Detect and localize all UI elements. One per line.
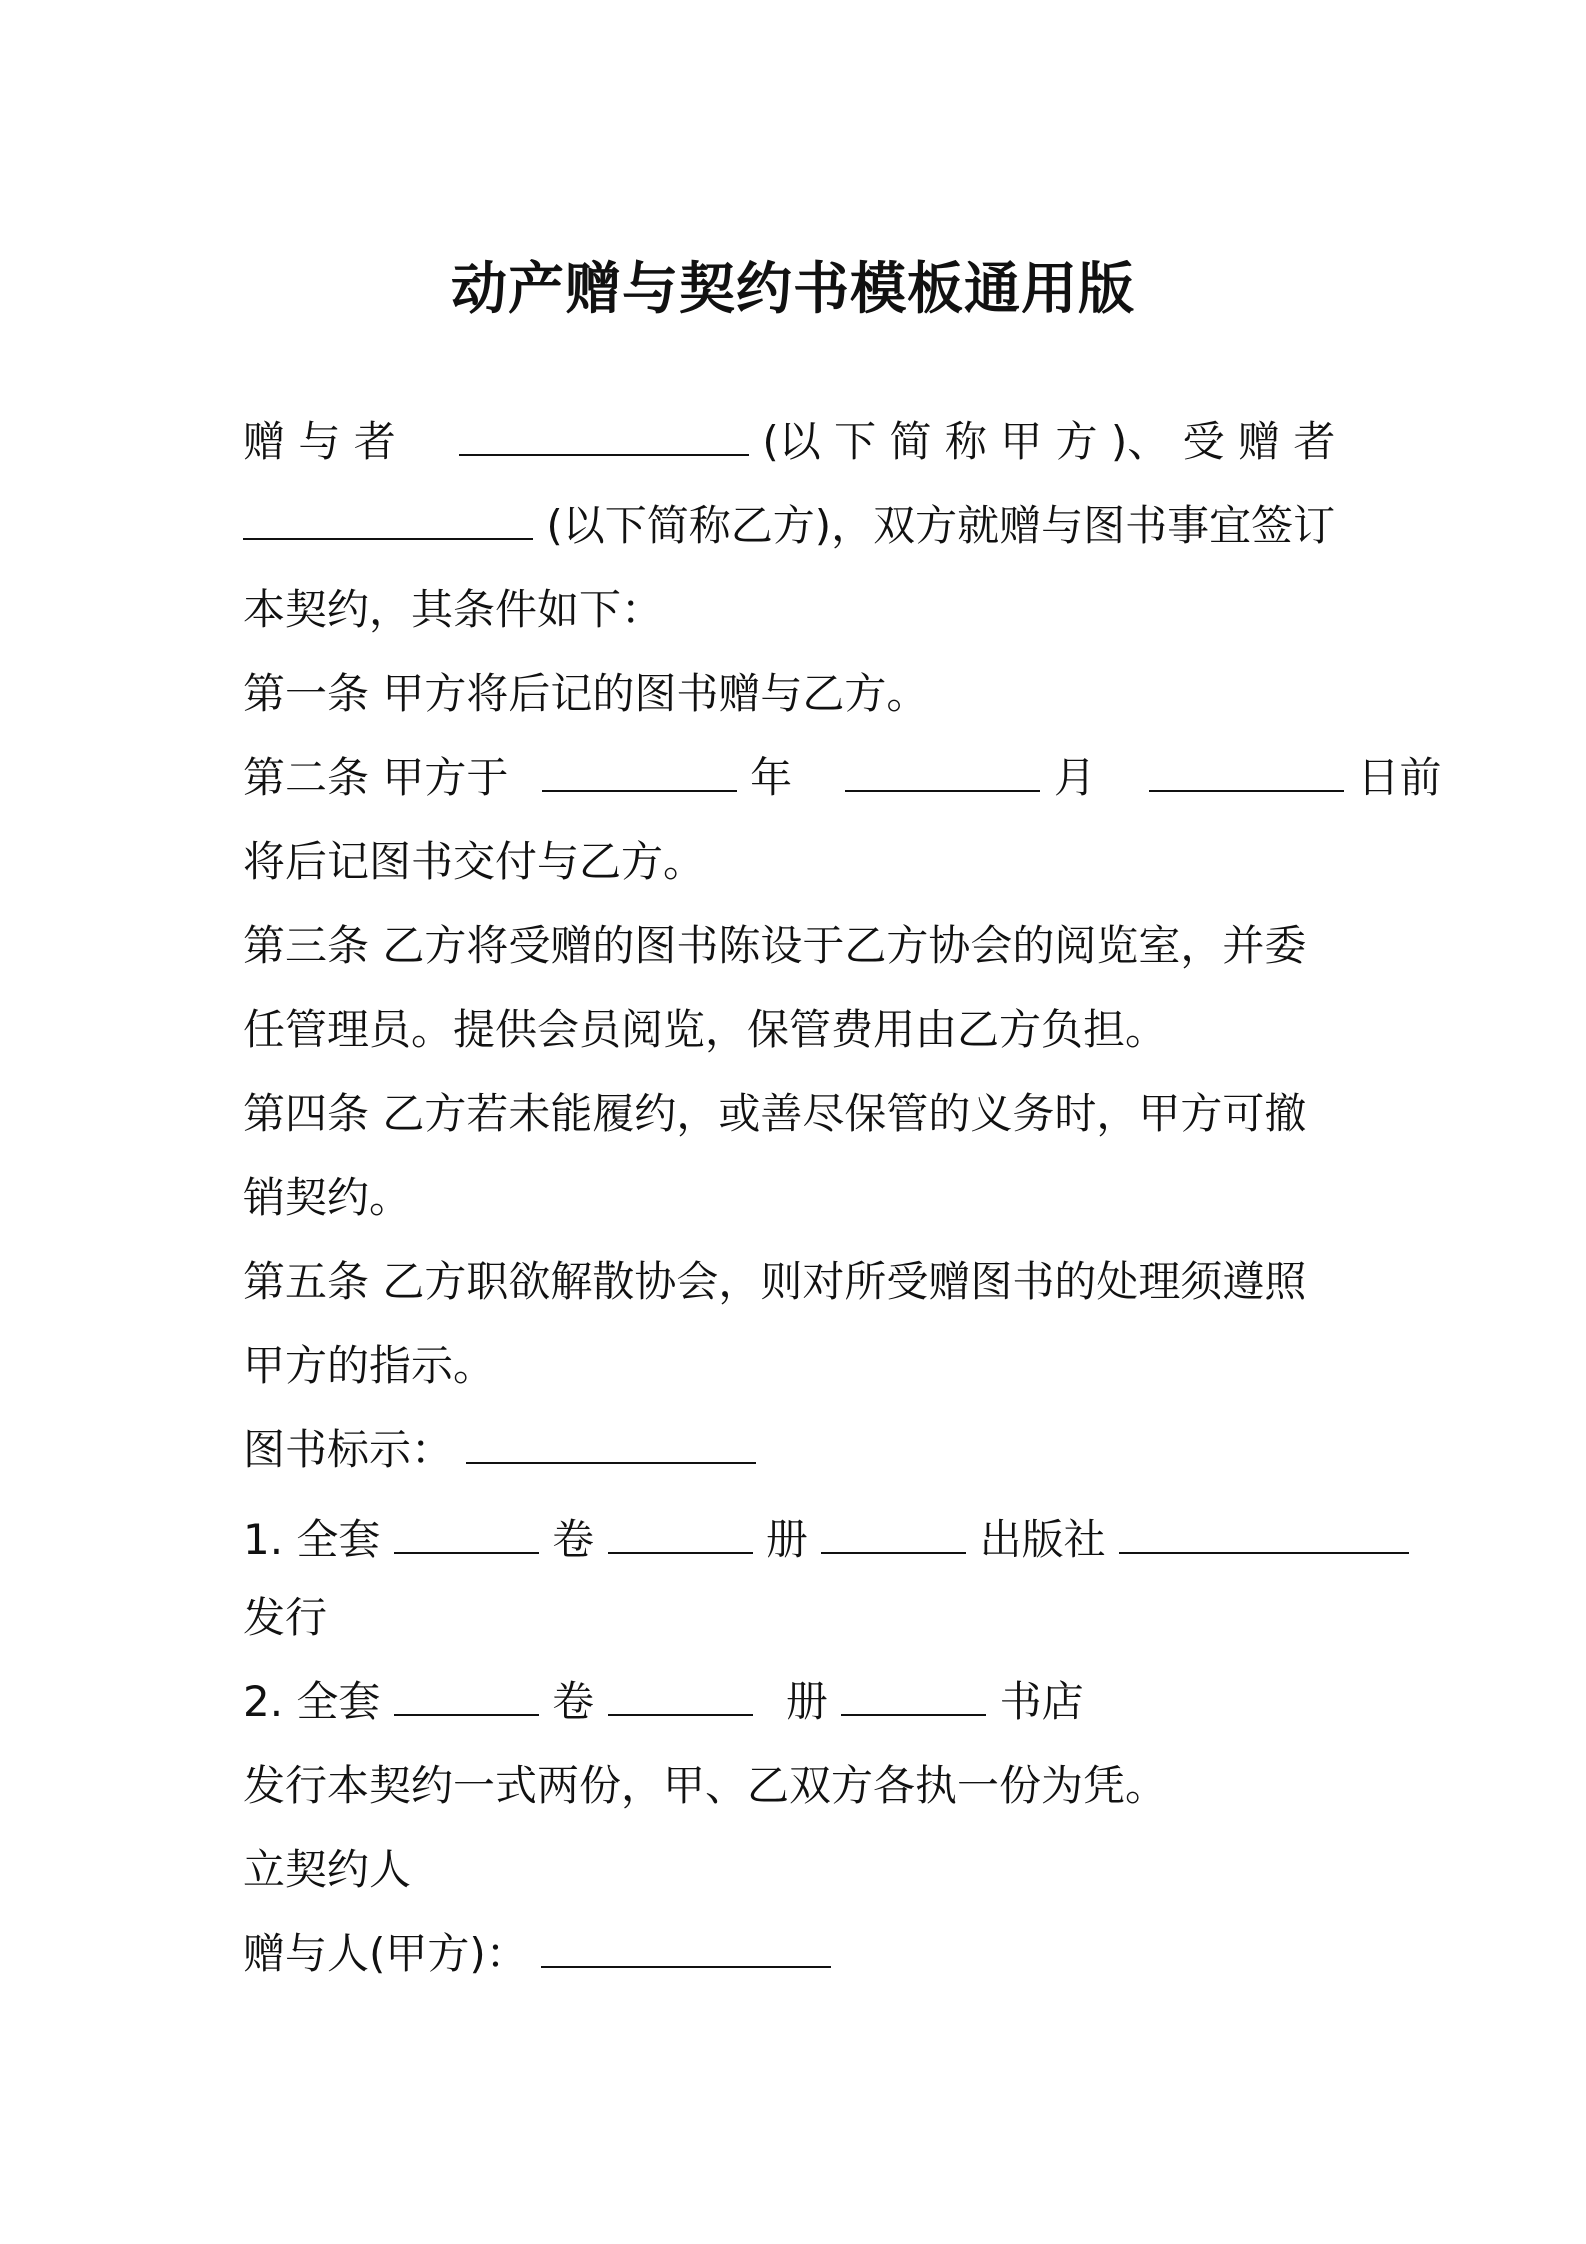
article-2-text: 第二条 甲方于	[243, 753, 509, 802]
item-1-set-blank[interactable]	[394, 1512, 539, 1554]
article-3-line-2: 任管理员。提供会员阅览，保管费用由乙方负担。	[243, 1005, 1168, 1054]
intro-line-3: 本契约，其条件如下：	[243, 585, 664, 634]
year-blank[interactable]	[542, 750, 737, 792]
item-2-volume: 卷	[552, 1677, 595, 1726]
copies-clause: 发行本契约一式两份，甲、乙双方各执一份为凭。	[243, 1761, 1168, 1810]
item-2-line	[243, 1672, 1355, 1732]
item-2-book-blank[interactable]	[841, 1674, 986, 1716]
intro-line-2-text: (以下简称乙方)，双方就赠与图书事宜签订	[546, 501, 1336, 550]
item-2-book: 册	[785, 1677, 828, 1726]
donor-signature-label: 赠与人(甲方)：	[243, 1929, 528, 1978]
article-4-line-2: 销契约。	[243, 1173, 412, 1222]
item-1-volume: 卷	[552, 1515, 595, 1564]
item-1-publisher: 出版社	[979, 1515, 1106, 1564]
intro-line-2	[243, 496, 1355, 556]
item-2-set: 2. 全套	[243, 1677, 381, 1726]
article-2-line-2: 将后记图书交付与乙方。	[243, 837, 706, 886]
item-1-book: 册	[765, 1515, 808, 1564]
item-1-line	[243, 1510, 1355, 1570]
donor-label: 赠 与 者	[243, 417, 396, 466]
item-1-cont: 发行	[243, 1593, 328, 1642]
document-title: 动产赠与契约书模板通用版	[451, 257, 1135, 322]
books-label-line	[243, 1420, 1355, 1480]
item-1-publisher-blank[interactable]	[1119, 1512, 1409, 1554]
month-label: 月	[1053, 753, 1096, 802]
article-5-line-2: 甲方的指示。	[243, 1341, 496, 1390]
year-label: 年	[750, 753, 793, 802]
recipient-name-blank[interactable]	[243, 498, 533, 540]
donor-name-blank[interactable]	[459, 414, 749, 456]
article-4-line-1: 第四条 乙方若未能履约，或善尽保管的义务时，甲方可撤	[243, 1089, 1307, 1138]
item-2-volume-blank[interactable]	[608, 1674, 753, 1716]
intro-line-1-text: (以 下 简 称 甲 方 )、 受 赠 者	[762, 417, 1336, 466]
article-3-line-1: 第三条 乙方将受赠的图书陈设于乙方协会的阅览室，并委	[243, 921, 1307, 970]
item-1-set: 1. 全套	[243, 1515, 381, 1564]
article-5-line-1: 第五条 乙方职欲解散协会，则对所受赠图书的处理须遵照	[243, 1257, 1307, 1306]
item-2-set-blank[interactable]	[394, 1674, 539, 1716]
article-2-line-1	[243, 748, 1442, 808]
parties-heading: 立契约人	[243, 1845, 412, 1894]
item-1-volume-blank[interactable]	[608, 1512, 753, 1554]
month-blank[interactable]	[845, 750, 1040, 792]
day-label: 日前	[1357, 753, 1442, 802]
books-label: 图书标示：	[243, 1425, 454, 1474]
intro-line-1	[243, 412, 1355, 472]
books-blank[interactable]	[466, 1422, 756, 1464]
item-2-store: 书店	[999, 1677, 1084, 1726]
donor-signature-line	[243, 1924, 1355, 1984]
day-blank[interactable]	[1149, 750, 1344, 792]
donor-signature-blank[interactable]	[541, 1926, 831, 1968]
article-1: 第一条 甲方将后记的图书赠与乙方。	[243, 669, 929, 718]
item-1-book-blank[interactable]	[821, 1512, 966, 1554]
